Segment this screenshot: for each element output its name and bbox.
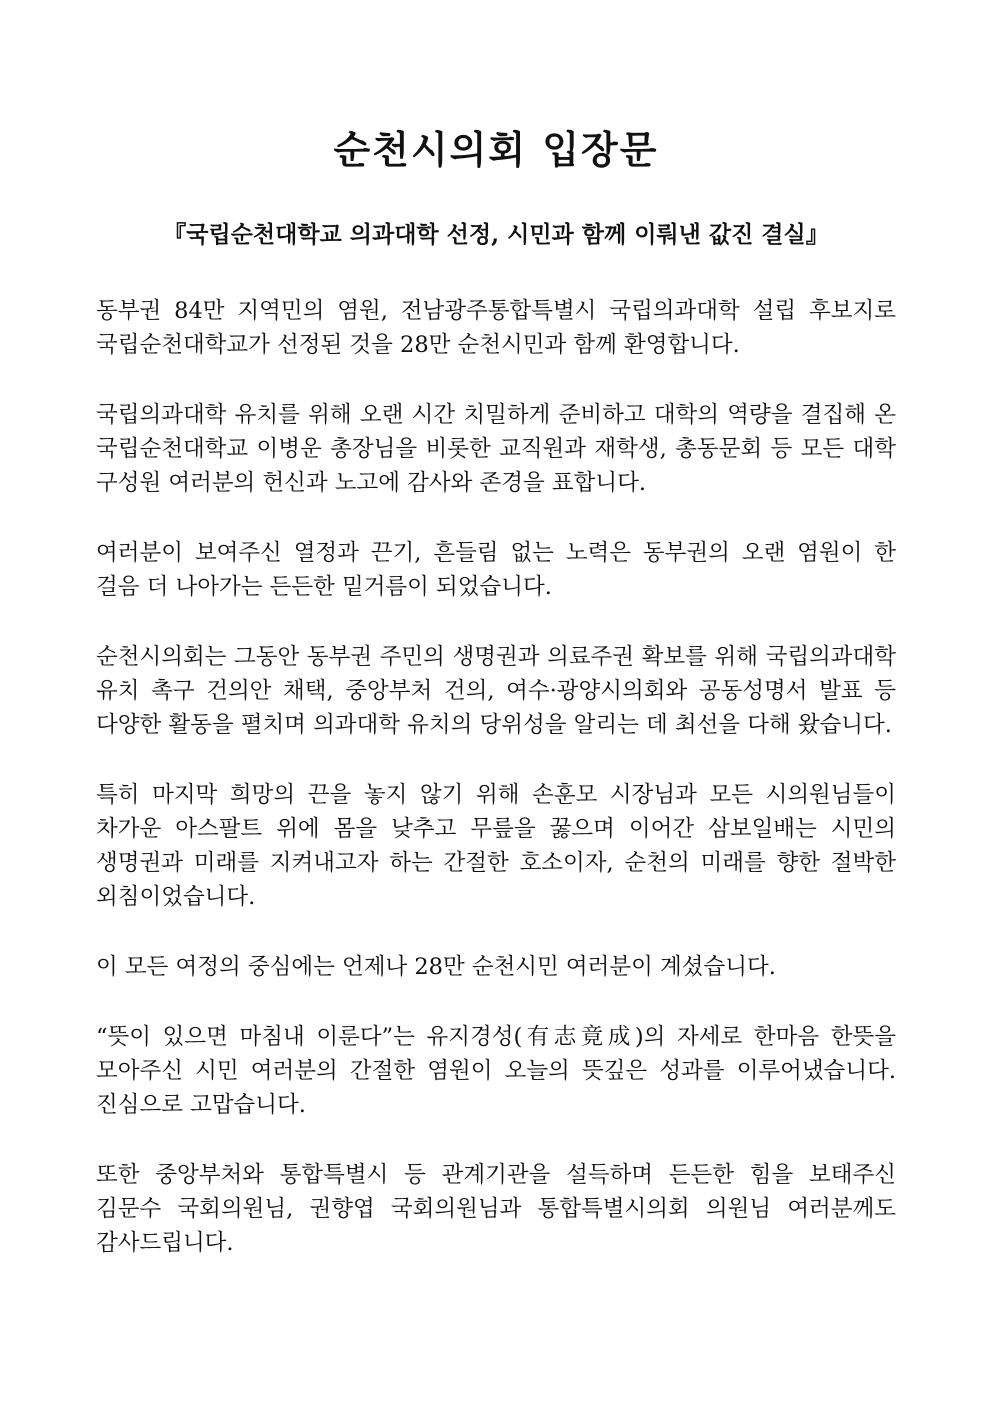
paragraph-8: 또한 중앙부처와 통합특별시 등 관계기관을 설득하며 든든한 힘을 보태주신 김문수 국회의원님, 권향엽 국회의원님과 통합특별시의회 의원님 여러분께도 감사드립니다. [96,1162,896,1256]
page-title: 순천시의회 입장문 [333,127,659,172]
document-body [96,294,896,1260]
paragraph-6: 이 모든 여정의 중심에는 언제나 28만 순천시민 여러분이 계셨습니다. [96,954,776,980]
paragraph-3: 여러분이 보여주신 열정과 끈기, 흔들림 없는 노력은 동부권의 오랜 염원이 한 걸음 더 나아가는 든든한 밑거름이 되었습니다. [96,540,896,600]
page-subtitle: 『국립순천대학교 의과대학 선정, 시민과 함께 이뤄낸 값진 결실』 [163,221,829,248]
paragraph-2: 국립의과대학 유치를 위해 오랜 시간 치밀하게 준비하고 대학의 역량을 결집해 온 국립순천대학교 이병운 총장님을 비롯한 교직원과 재학생, 총동문회 등 모든 대학 구성원 여러분의 헌신과 노고에 감사와 존경을 표합니다. [96,402,896,496]
paragraph-5: 특히 마지막 희망의 끈을 놓지 않기 위해 손훈모 시장님과 모든 시의원님들이 차가운 아스팔트 위에 몸을 낮추고 무릎을 꿇으며 이어간 삼보일배는 시민의 생명권과 미래를 지켜내고자 하는 간절한 호소이자, 순천의 미래를 향한 절박한 외침이었습니다. [96,782,896,910]
paragraph-4: 순천시의회는 그동안 동부권 주민의 생명권과 의료주권 확보를 위해 국립의과대학 유치 촉구 건의안 채택, 중앙부처 건의, 여수·광양시의회와 공동성명서 발표 등 다양한 활동을 펼치며 의과대학 유치의 당위성을 알리는 데 최선을 다해 왔습니다. [96,644,896,738]
paragraph-1: 동부권 84만 지역민의 염원, 전남광주통합특별시 국립의과대학 설립 후보지로 국립순천대학교가 선정된 것을 28만 순천시민과 함께 환영합니다. [96,298,896,358]
paragraph-7: “뜻이 있으면 마침내 이룬다”는 유지경성(有志竟成)의 자세로 한마음 한뜻을 모아주신 시민 여러분의 간절한 염원이 오늘의 뜻깊은 성과를 이루어냈습니다. 진심으로 고맙습니다. [96,1024,896,1118]
